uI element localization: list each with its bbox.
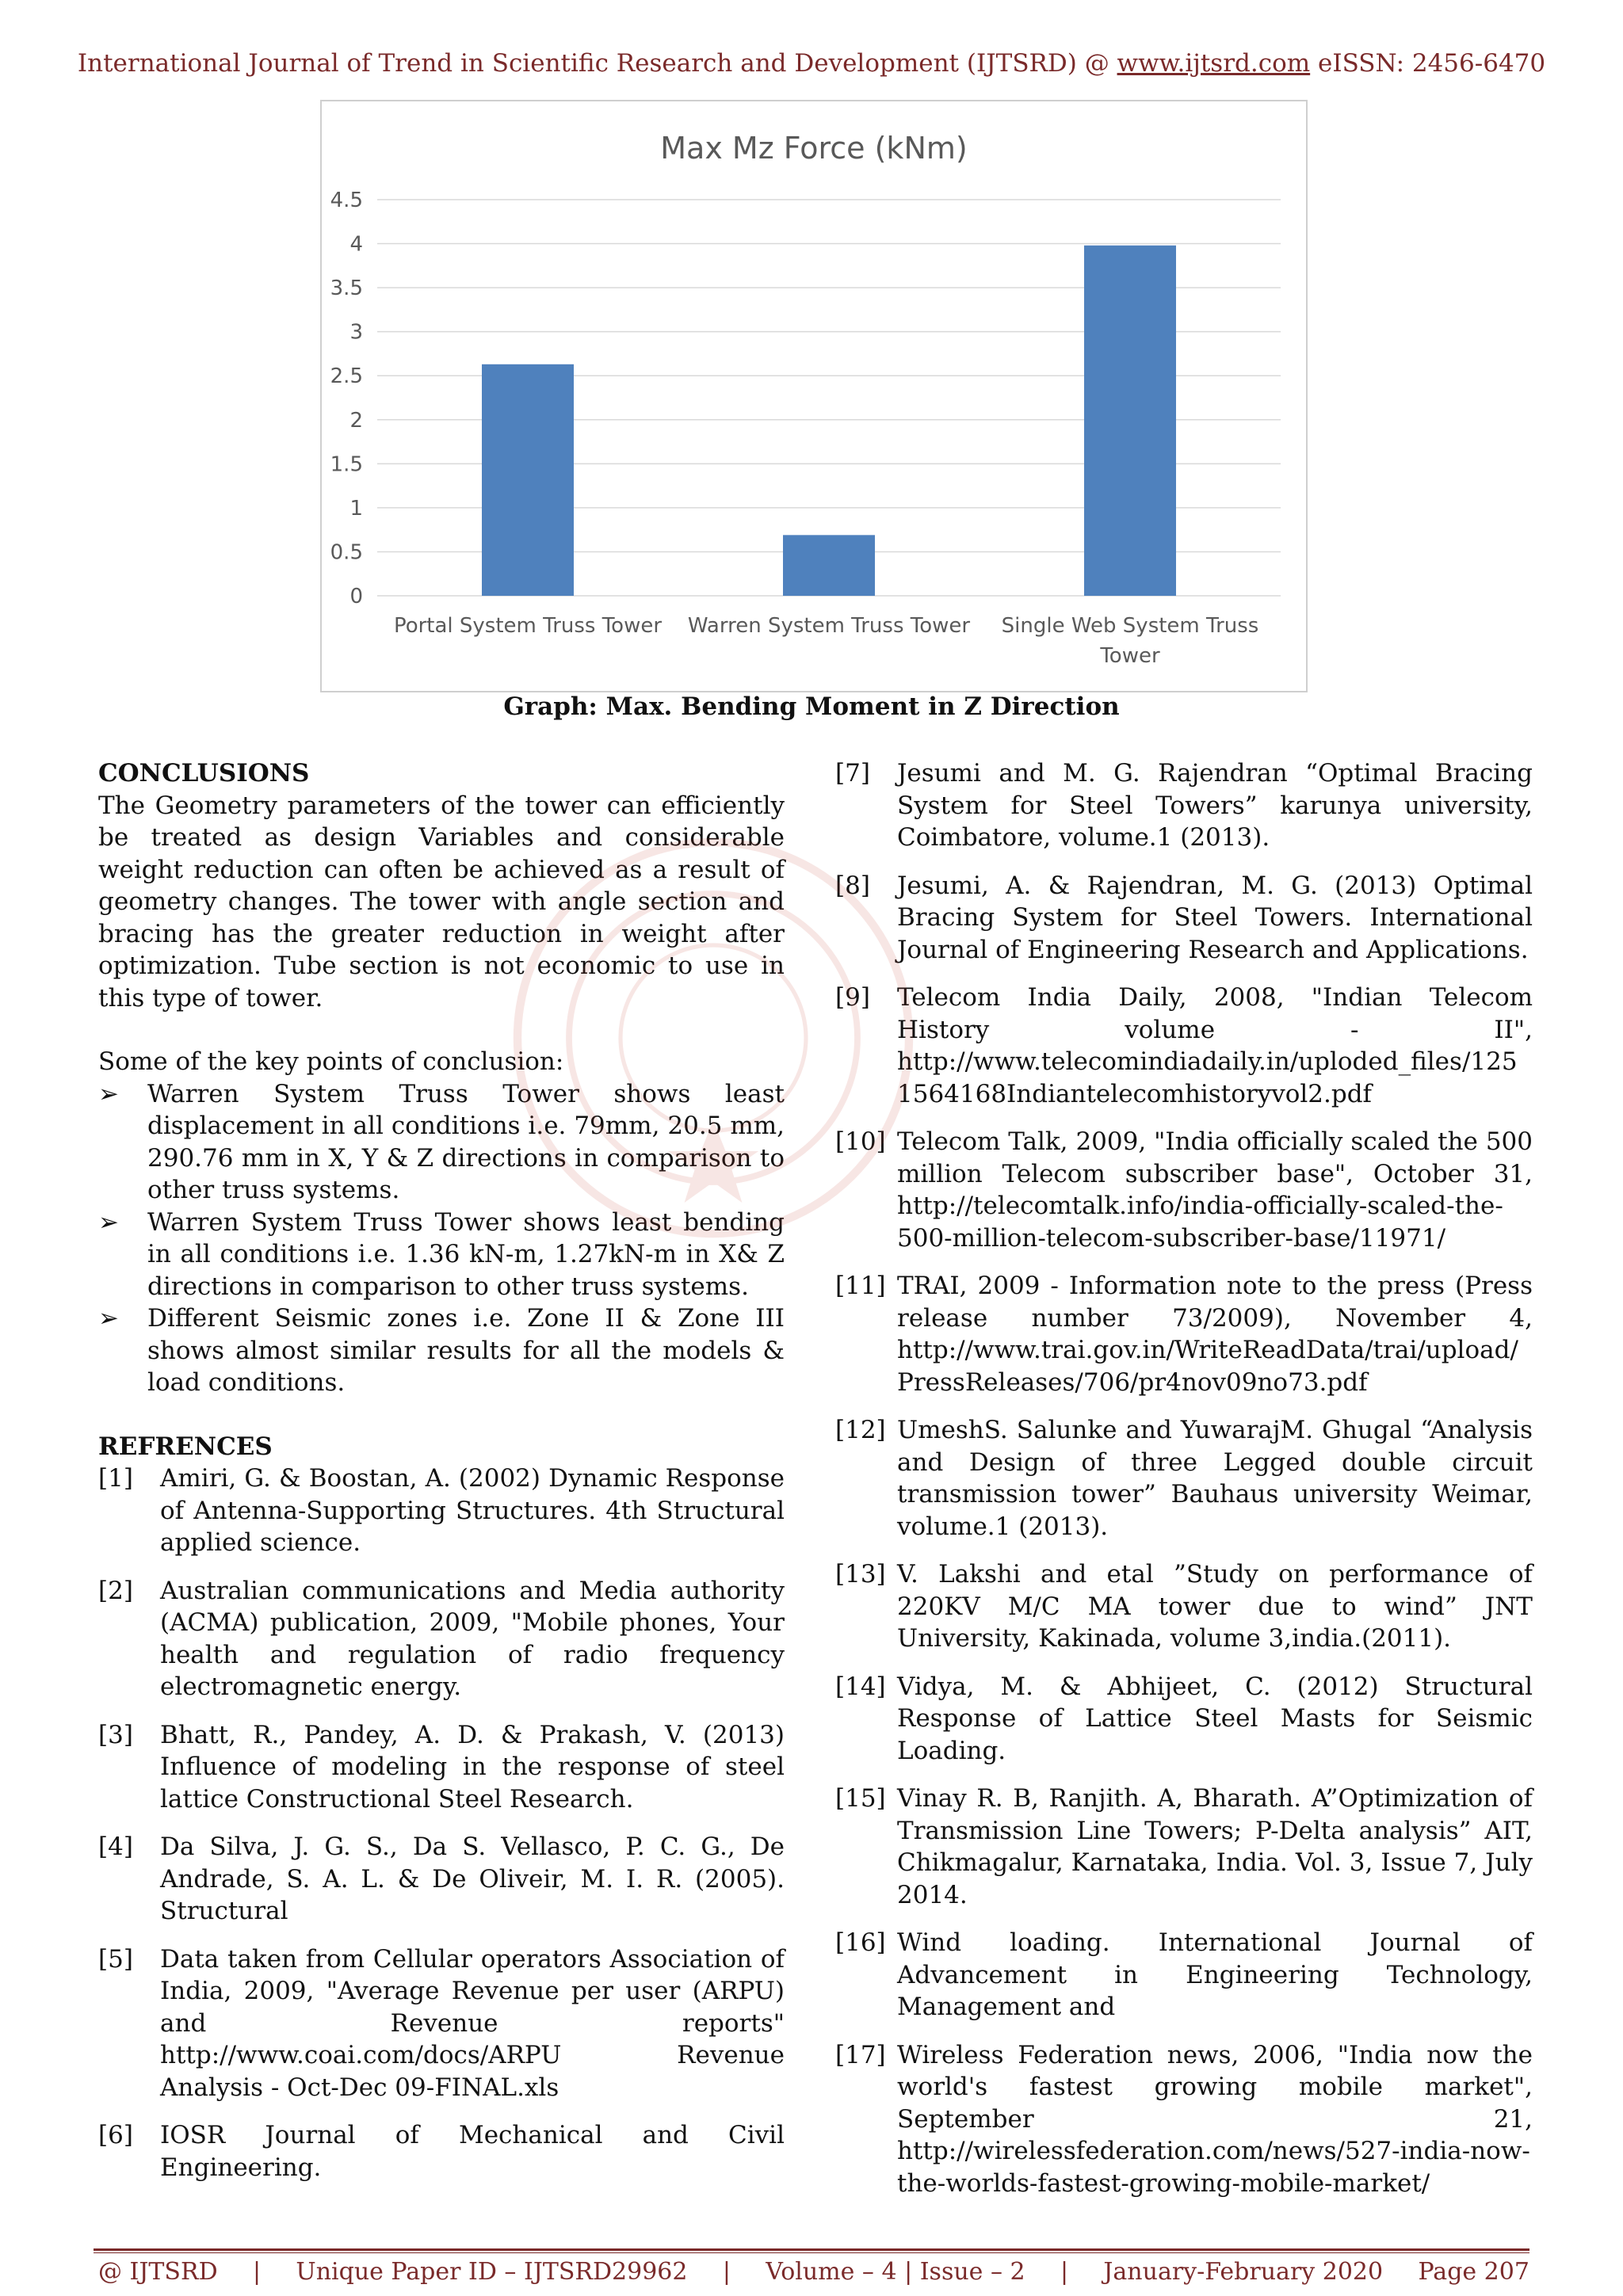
- y-tick-label: 4.5: [330, 189, 363, 212]
- y-tick-label: 4: [349, 232, 363, 257]
- footer-separator: |: [722, 2258, 731, 2286]
- bar: [1084, 246, 1176, 596]
- arrow-bullet-icon: ➢: [98, 1207, 119, 1237]
- footer-journal: @ IJTSRD: [98, 2258, 218, 2286]
- reference-item: [8] Jesumi, A. & Rajendran, M. G. (2013) Optimal Bracing System for Steel Towers. International Journal of Engineering Research and Applications.: [835, 871, 1533, 964]
- reference-item: [9] Telecom India Daily, 2008, "Indian Telecom History volume - II", http://www.telecomindiadaily.in/uploded_files/1251564168Indiantelecomhistoryvol2.pdf: [835, 983, 1533, 1108]
- references-list-left: [98, 1463, 785, 2183]
- conclusions-heading: CONCLUSIONS: [98, 759, 310, 788]
- reference-item: [6] IOSR Journal of Mechanical and Civil Engineering.: [98, 2121, 785, 2182]
- list-item: ➢ Warren System Truss Tower shows least displacement in all conditions i.e. 79mm, 20.5 mm, 290.76 mm in X, Y & Z directions in comparison to other truss systems.: [98, 1079, 785, 1204]
- y-tick-label: 2: [349, 408, 363, 433]
- chart-title: Max Mz Force (kNm): [660, 131, 968, 166]
- reference-item: [4] Da Silva, J. G. S., Da S. Vellasco, P. C. G., De Andrade, S. A. L. & De Oliveir, M. I. R. (2005). Structural: [98, 1833, 785, 1925]
- y-tick-label: 1.5: [330, 452, 363, 477]
- list-item: ➢ Different Seismic zones i.e. Zone II & Zone III shows almost similar results for all the models & load conditions.: [98, 1304, 785, 1397]
- y-tick-label: 2.5: [330, 364, 363, 389]
- y-tick-label: 3.5: [330, 277, 363, 301]
- reference-item: [15] Vinay R. B, Ranjith. A, Bharath. A”Optimization of Transmission Line Towers; P-Delta analysis” AIT, Chikmagalur, Karnataka, India. Vol. 3, Issue 7, July 2014.: [835, 1784, 1533, 1909]
- x-category-label: Portal System Truss Tower: [393, 614, 663, 638]
- running-header: [0, 49, 1623, 78]
- running-footer: [98, 2258, 1529, 2286]
- footer-page: Page 207: [1418, 2258, 1529, 2286]
- y-tick-label: 3: [349, 320, 363, 345]
- reference-item: [3] Bhatt, R., Pandey, A. D. & Prakash, V. (2013) Influence of modeling in the response of steel lattice Constructional Steel Research.: [98, 1720, 785, 1814]
- reference-item: [10] Telecom Talk, 2009, "India officially scaled the 500 million Telecom subscriber base", October 31, http://telecomtalk.info/india-officially-scaled-the-500-million-telecom-subscriber-base/11971/: [835, 1127, 1533, 1253]
- footer-date: January-February 2020: [1103, 2258, 1384, 2286]
- reference-item: [1] Amiri, G. & Boostan, A. (2002) Dynamic Response of Antenna-Supporting Structures. 4th Structural applied science.: [98, 1464, 785, 1557]
- chart-svg: [322, 101, 1306, 691]
- arrow-bullet-icon: ➢: [98, 1079, 119, 1108]
- bar: [783, 535, 875, 596]
- y-tick-label: 0.5: [330, 540, 363, 565]
- reference-item: [13] V. Lakshi and etal ”Study on performance of 220KV M/C MA tower due to wind” JNT University, Kakinada, volume 3,india.(2011).: [835, 1560, 1533, 1653]
- conclusions-paragraph: The Geometry parameters of the tower can efficiently be treated as design Variables and considerable weight reduction can often be achieved as a result of geometry changes. The tower with angle section and bracing has the greater reduction in weight after optimization. Tube section is not economic to use in this type of tower.: [98, 791, 785, 1013]
- references-list-right: [835, 757, 1533, 2199]
- x-category-label: Tower: [1100, 644, 1160, 668]
- x-category-label: Single Web System Truss: [1001, 614, 1259, 638]
- reference-item: [7] Jesumi and M. G. Rajendran “Optimal Bracing System for Steel Towers” karunya university, Coimbatore, volume.1 (2013).: [835, 759, 1533, 852]
- references-heading: REFRENCES: [98, 1432, 273, 1461]
- reference-item: [14] Vidya, M. & Abhijeet, C. (2012) Structural Response of Lattice Steel Masts for Seismic Loading.: [835, 1672, 1533, 1765]
- bar: [482, 364, 574, 596]
- footer-rule: [94, 2248, 1529, 2251]
- y-tick-label: 1: [349, 496, 363, 521]
- footer-separator: |: [1060, 2258, 1069, 2286]
- y-tick-label: 0: [349, 585, 363, 608]
- key-points-intro: Some of the key points of conclusion:: [98, 1047, 564, 1076]
- watermark-seal-icon: [507, 832, 919, 1244]
- footer-separator: |: [252, 2258, 262, 2286]
- footer-volume: Volume – 4 | Issue – 2: [766, 2258, 1025, 2286]
- right-column: [835, 757, 1533, 2215]
- list-item: ➢ Warren System Truss Tower shows least bending in all conditions i.e. 1.36 kN-m, 1.27kN-m in X& Z directions in comparison to other truss systems.: [98, 1207, 785, 1301]
- x-category-label: Warren System Truss Tower: [687, 614, 971, 638]
- reference-item: [17] Wireless Federation news, 2006, "India now the world's fastest growing mobile market", September 21, http://wirelessfederation.com/news/527-india-now-the-worlds-fastest-growing-mobile-market/: [835, 2040, 1533, 2198]
- header-issn: eISSN: 2456-6470: [1310, 49, 1546, 78]
- figure-caption: Graph: Max. Bending Moment in Z Direction: [503, 692, 1120, 721]
- journal-website-link[interactable]: www.ijtsrd.com: [1117, 49, 1311, 78]
- reference-item: [5] Data taken from Cellular operators Association of India, 2009, "Average Revenue per user (ARPU) and Revenue reports" http://www.coai.com/docs/ARPU Revenue Analysis - Oct-Dec 09-FINAL.xls: [98, 1944, 785, 2102]
- footer-paper-id: Unique Paper ID – IJTSRD29962: [296, 2258, 688, 2286]
- reference-item: [11] TRAI, 2009 - Information note to the press (Press release number 73/2009), November 4, http://www.trai.gov.in/WriteReadData/trai/upload/PressReleases/706/pr4nov09no73.pdf: [835, 1272, 1533, 1397]
- reference-item: [2] Australian communications and Media authority (ACMA) publication, 2009, "Mobile phones, Your health and regulation of radio frequency electromagnetic energy.: [98, 1576, 785, 1701]
- reference-item: [16] Wind loading. International Journal of Advancement in Engineering Technology, Management and: [835, 1928, 1533, 2021]
- header-text: International Journal of Trend in Scientific Research and Development (IJTSRD) @: [77, 49, 1117, 78]
- bar-chart: [320, 100, 1308, 692]
- footer-rule-thin: [94, 2252, 1529, 2253]
- reference-item: [12] UmeshS. Salunke and YuwarajM. Ghugal “Analysis and Design of three Legged double circuit transmission tower” Bauhaus university Weimar, volume.1 (2013).: [835, 1416, 1533, 1541]
- arrow-bullet-icon: ➢: [98, 1304, 119, 1333]
